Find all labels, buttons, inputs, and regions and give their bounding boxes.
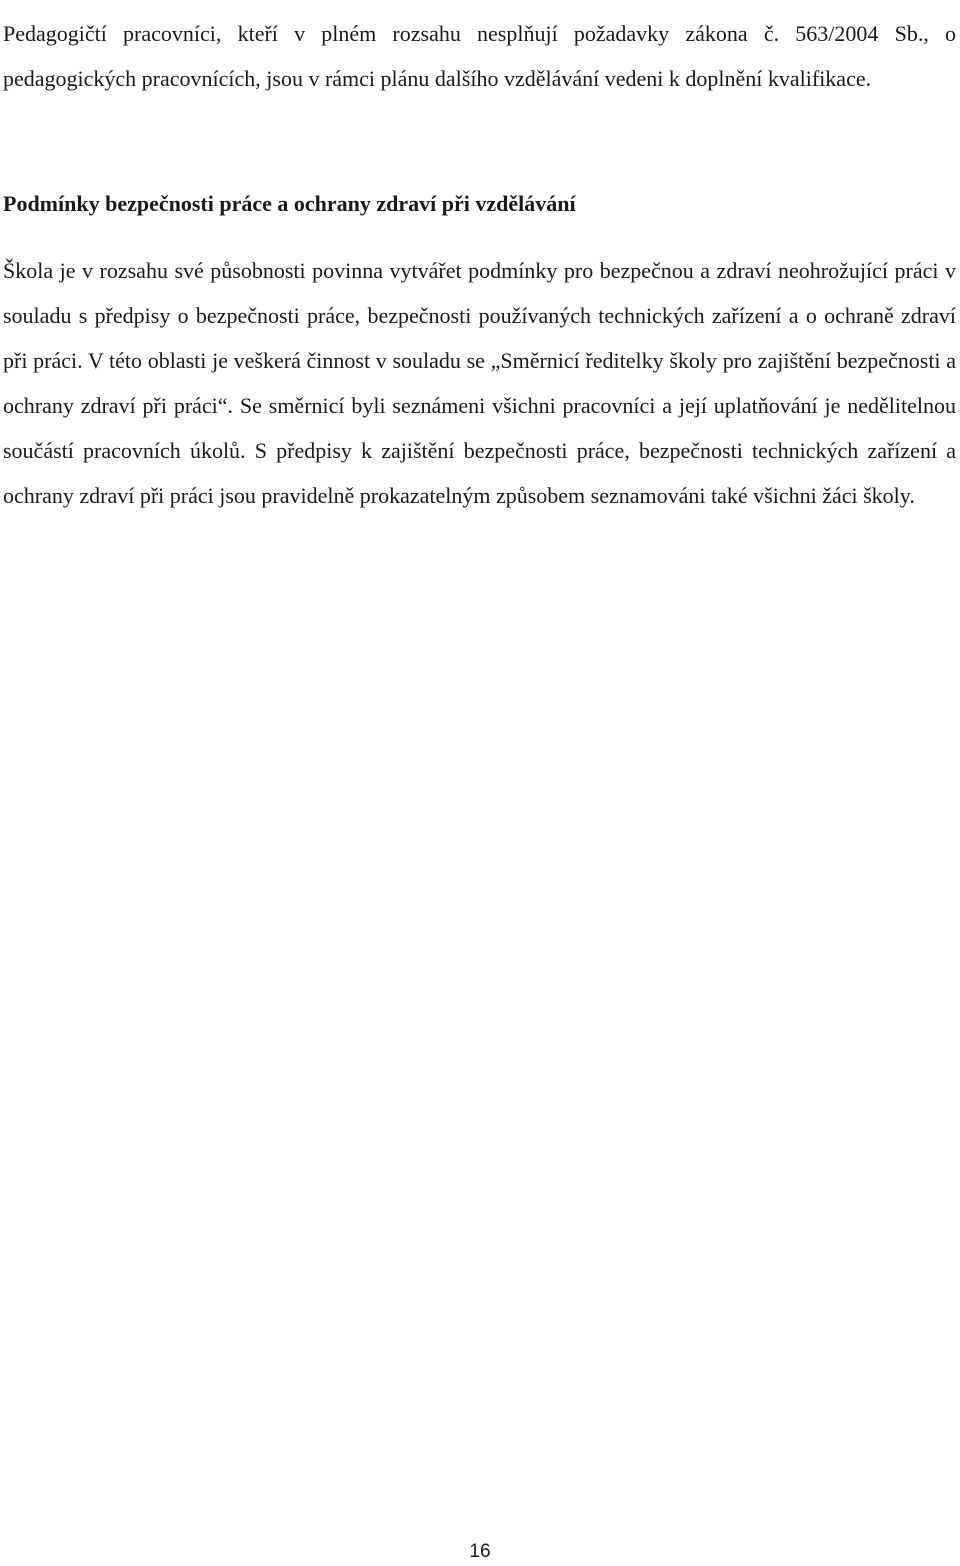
intro-paragraph: Pedagogičtí pracovníci, kteří v plném rozsahu nesplňují požadavky zákona č. 563/2004 Sb., o pedagogických pracovnících, jsou v rámci plánu dalšího vzdělávání vedeni k doplnění kvalifikace. [3, 21, 956, 91]
page-number: 16 [469, 1541, 491, 1562]
section-paragraph: Škola je v rozsahu své působnosti povinna vytvářet podmínky pro bezpečnou a zdraví neohrožující práci v souladu s předpisy o bezpečnosti práce, bezpečnosti používaných technických zařízení a o ochraně zdraví při práci. V této oblasti je veškerá činnost v souladu se „Směrnicí ředitelky školy pro zajištění bezpečnosti a ochrany zdraví při práci“. Se směrnicí byli seznámeni všichni pracovníci a její uplatňování je nedělitelnou součástí pracovních úkolů. S předpisy k zajištění bezpečnosti práce, bezpečnosti technických zařízení a ochrany zdraví při práci jsou pravidelně prokazatelným způsobem seznamováni také všichni žáci školy. [3, 258, 956, 508]
section-heading: Podmínky bezpečnosti práce a ochrany zdraví při vzdělávání [3, 191, 576, 216]
